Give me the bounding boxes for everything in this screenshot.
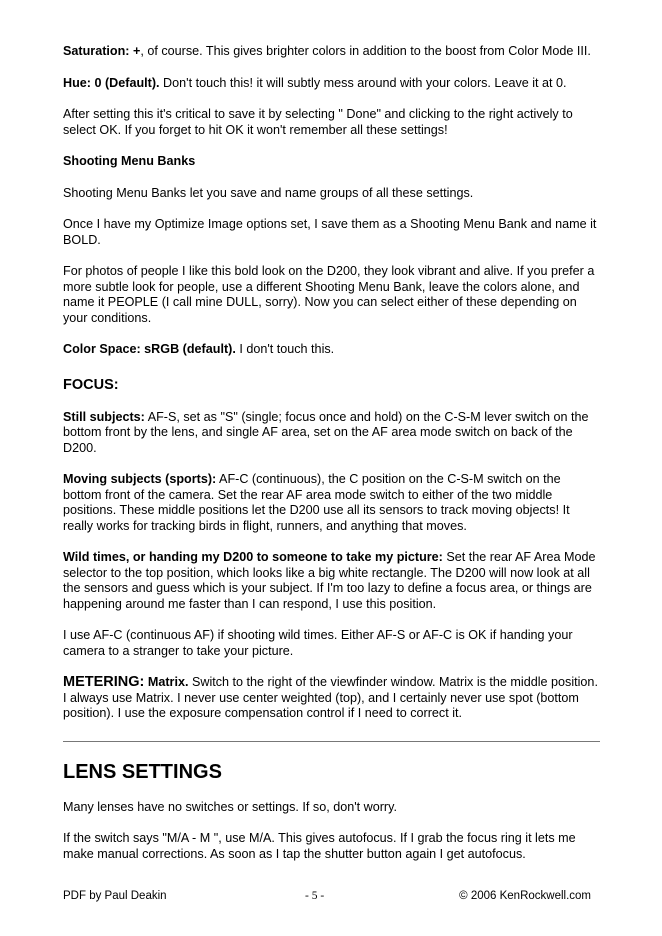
metering-paragraph	[63, 675, 600, 722]
lens-no-switches-paragraph: Many lenses have no switches or settings. If so, don't worry.	[63, 799, 397, 814]
shooting-banks-heading: Shooting Menu Banks	[63, 154, 196, 168]
wild-times-paragraph	[63, 550, 600, 612]
section-divider	[63, 741, 600, 742]
metering-label: Matrix.	[144, 675, 189, 689]
shooting-banks-bold-paragraph: Once I have my Optimize Image options set, I save them as a Shooting Menu Bank and name it BOLD.	[63, 217, 597, 247]
still-subjects-label: Still subjects:	[63, 409, 145, 424]
document-page	[63, 44, 600, 862]
after-setting-paragraph: After setting this it's critical to save it by selecting " Done" and clicking to the right actively to select OK. If you forget to hit OK it won't remember all these settings!	[63, 107, 573, 137]
lens-settings-heading: LENS SETTINGS	[63, 760, 222, 783]
saturation-paragraph	[63, 44, 600, 60]
saturation-label: Saturation: +	[63, 44, 141, 58]
moving-subjects-paragraph	[63, 472, 600, 534]
wild-times-text: Set the rear AF Area Mode selector to the top position, which looks like a big white rectangle. The D200 will now look at all the sensors and guess which is your subject. If I'm too lazy to define a focus area, or things are happening around me faster than I can respond, I use this position.	[63, 550, 596, 611]
color-space-text: I don't touch this.	[235, 342, 335, 356]
moving-subjects-text: AF-C (continuous), the C position on the C-S-M switch on the bottom front of the camera. Set the rear AF area mode switch to either of the two middle positions. These middle positions let the D200 use all its sensors to track moving objects! It really works for tracking birds in flight, runners, and anything that moves.	[63, 472, 570, 533]
hue-paragraph	[63, 76, 600, 92]
lens-ma-paragraph: If the switch says "M/A - M ", use M/A. This gives autofocus. If I grab the focus ring it lets me make manual corrections. As soon as I tap the shutter button again I get autofocus.	[63, 831, 576, 861]
people-paragraph: For photos of people I like this bold look on the D200, they look vibrant and alive. If you prefer a more subtle look for people, use a different Shooting Menu Bank, leave the colors alone, and name it PEOPLE (I call mine DULL, sorry). Now you can select either of these depending on your conditions.	[63, 264, 595, 325]
metering-heading: METERING:	[63, 674, 145, 690]
shooting-banks-intro: Shooting Menu Banks let you save and name groups of all these settings.	[63, 185, 474, 200]
metering-text: Switch to the right of the viewfinder window. Matrix is the middle position. I always use Matrix. I never use center weighted (top), and I certainly never use spot (bottom position). I use the exposure compensation control if I need to correct it.	[63, 675, 598, 720]
moving-subjects-label: Moving subjects (sports):	[63, 472, 217, 486]
still-subjects-paragraph	[63, 410, 600, 457]
still-subjects-text: AF-S, set as "S" (single; focus once and hold) on the C-S-M lever switch on the bottom front by the lens, and single AF area, set on the AF area mode switch on back of the D200.	[63, 409, 589, 455]
focus-heading: FOCUS:	[63, 376, 119, 393]
footer-author: PDF by Paul Deakin	[63, 890, 167, 902]
wild-times-label: Wild times, or handing my D200 to someone to take my picture:	[63, 550, 443, 564]
hue-label: Hue: 0 (Default).	[63, 75, 160, 90]
saturation-text: , of course. This gives brighter colors in addition to the boost from Color Mode III.	[140, 44, 591, 58]
hue-text: Don't touch this! it will subtly mess around with your colors. Leave it at 0.	[159, 75, 567, 90]
afc-paragraph: I use AF-C (continuous AF) if shooting wild times. Either AF-S or AF-C is OK if handing your camera to a stranger to take your picture.	[63, 628, 573, 658]
color-space-label: Color Space: sRGB (default).	[63, 342, 236, 356]
footer-page-number: - 5 -	[305, 890, 325, 902]
footer-copyright: © 2006 KenRockwell.com	[459, 890, 591, 902]
color-space-paragraph	[63, 342, 600, 358]
